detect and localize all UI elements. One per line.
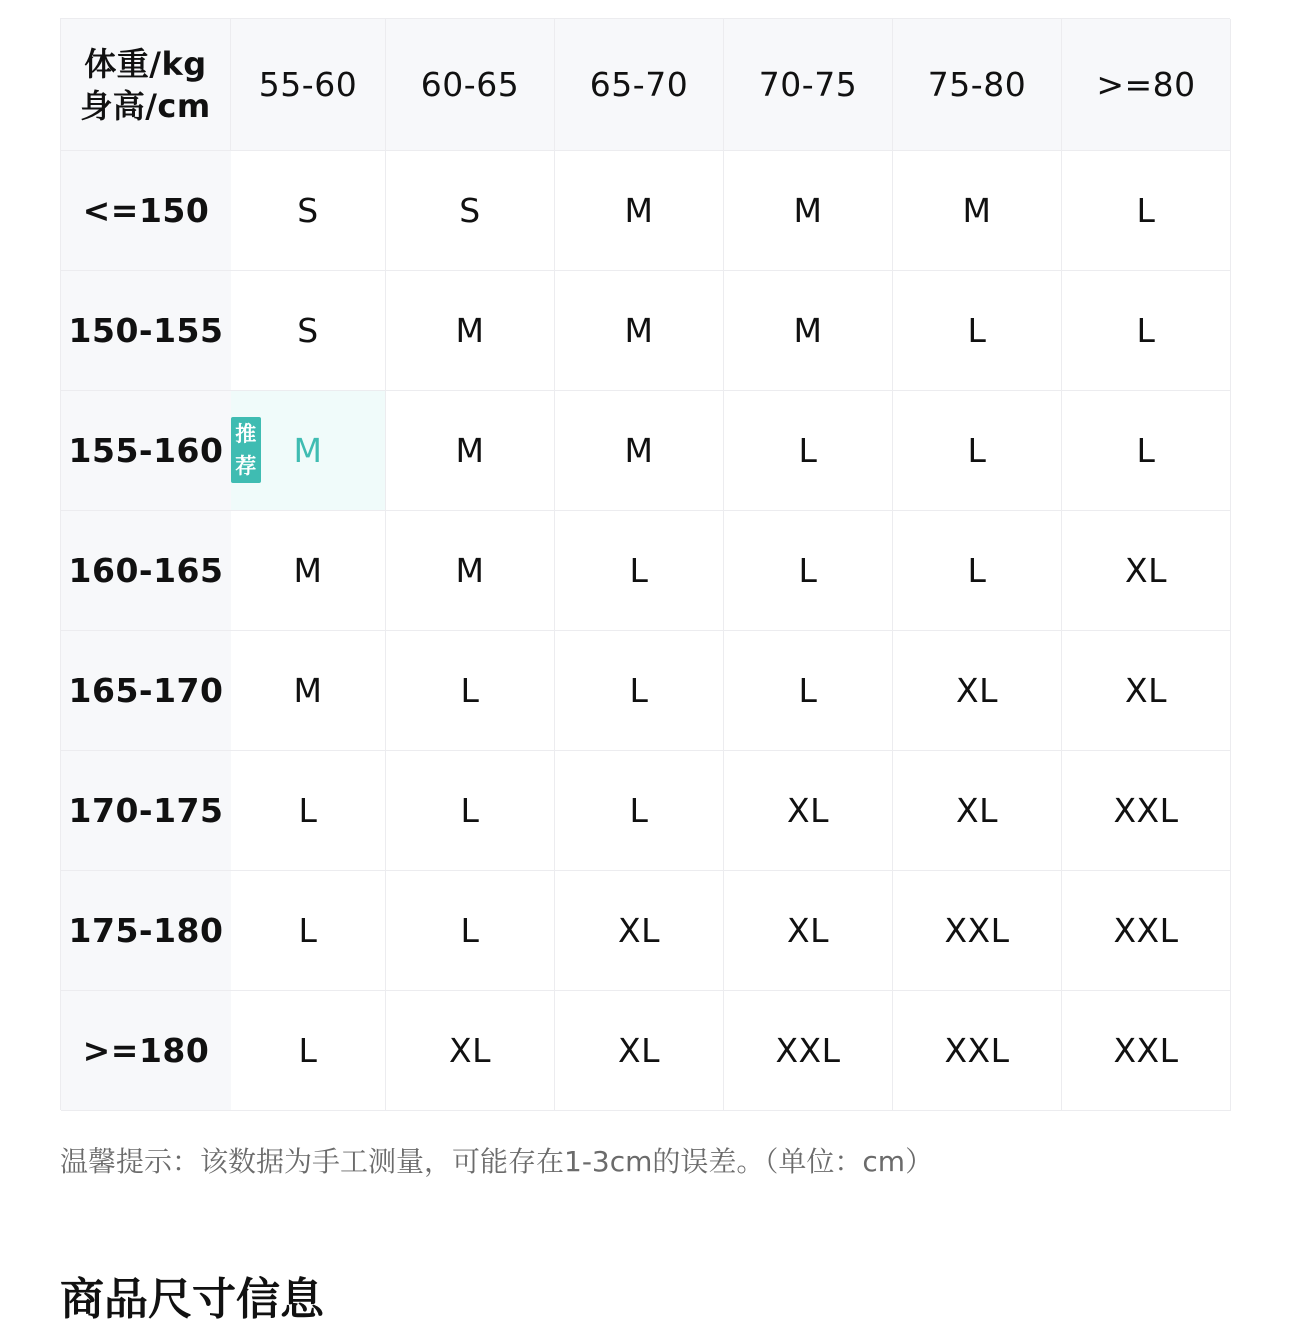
size-cell (893, 991, 1062, 1111)
height-row-header (61, 391, 231, 511)
size-value: M (624, 311, 654, 350)
size-cell (386, 391, 555, 511)
weight-column-header: 60-65 (386, 19, 555, 151)
height-row-header (61, 871, 231, 991)
size-value: M (293, 551, 323, 590)
size-value: XXL (944, 911, 1010, 950)
size-cell (555, 751, 724, 871)
size-value: M (455, 431, 485, 470)
size-value: M (793, 191, 823, 230)
size-cell (231, 751, 386, 871)
recommended-badge-text: 推 (235, 422, 257, 446)
height-row-header (61, 631, 231, 751)
size-value: M (624, 431, 654, 470)
size-cell (231, 631, 386, 751)
size-value: L (798, 551, 818, 590)
size-value: L (967, 311, 987, 350)
height-row-label: <=150 (82, 191, 210, 230)
size-cell (231, 271, 386, 391)
size-cell (893, 271, 1062, 391)
size-value: S (297, 311, 319, 350)
weight-column-header: 75-80 (893, 19, 1062, 151)
size-value: L (460, 911, 480, 950)
height-row-label: 170-175 (68, 791, 224, 830)
size-cell (893, 391, 1062, 511)
size-value: XL (956, 791, 998, 830)
size-value: L (460, 671, 480, 710)
size-value: L (629, 551, 649, 590)
size-cell (386, 991, 555, 1111)
size-cell (1062, 391, 1231, 511)
size-cell (1062, 991, 1231, 1111)
size-cell (386, 511, 555, 631)
height-row-label: 175-180 (68, 911, 224, 950)
height-row-header (61, 151, 231, 271)
size-value: L (1136, 311, 1156, 350)
recommended-size-cell (231, 391, 386, 511)
size-value: XXL (1113, 1031, 1179, 1070)
size-value: XL (787, 911, 829, 950)
next-section-heading (60, 1272, 324, 1325)
size-value: L (298, 791, 318, 830)
measurement-note: 温馨提示：该数据为手工测量，可能存在1-3cm的误差。（单位：cm） (60, 1145, 934, 1178)
size-value: L (798, 671, 818, 710)
weight-column-header: 55-60 (231, 19, 386, 151)
size-value: XL (956, 671, 998, 710)
size-cell (386, 151, 555, 271)
size-cell (231, 991, 386, 1111)
weight-axis-label: 体重/kg (84, 44, 207, 83)
size-value: L (460, 791, 480, 830)
size-cell (386, 271, 555, 391)
table-corner-header (61, 19, 231, 151)
size-value: XL (787, 791, 829, 830)
size-cell (1062, 511, 1231, 631)
size-value: L (629, 791, 649, 830)
size-cell (555, 271, 724, 391)
size-cell (893, 751, 1062, 871)
size-value: L (967, 431, 987, 470)
size-cell (555, 871, 724, 991)
size-cell (555, 991, 724, 1111)
size-value: L (1136, 191, 1156, 230)
size-recommendation-table (60, 18, 1230, 1110)
size-cell (555, 511, 724, 631)
size-cell (724, 151, 893, 271)
size-cell (555, 391, 724, 511)
size-value: XL (449, 1031, 491, 1070)
size-cell (555, 151, 724, 271)
size-value: XL (1125, 551, 1167, 590)
size-cell (1062, 151, 1231, 271)
weight-column-header: 65-70 (555, 19, 724, 151)
size-value: XL (1125, 671, 1167, 710)
size-cell (724, 511, 893, 631)
height-row-header (61, 751, 231, 871)
size-cell (386, 751, 555, 871)
size-cell (893, 871, 1062, 991)
size-value: XL (618, 911, 660, 950)
next-section-heading-text: 商品尺寸信息 (60, 1274, 324, 1325)
weight-column-header: >=80 (1062, 19, 1231, 151)
size-value: M (962, 191, 992, 230)
height-row-header (61, 511, 231, 631)
height-row-label: 160-165 (68, 551, 224, 590)
size-value: M (455, 311, 485, 350)
size-value: L (798, 431, 818, 470)
height-row-header (61, 271, 231, 391)
height-axis-label: 身高/cm (80, 86, 211, 125)
size-cell (893, 511, 1062, 631)
size-value: XL (618, 1031, 660, 1070)
size-value: M (793, 311, 823, 350)
size-value: L (1136, 431, 1156, 470)
size-cell (893, 151, 1062, 271)
size-cell (724, 991, 893, 1111)
size-cell (724, 391, 893, 511)
height-row-header (61, 991, 231, 1111)
size-cell (1062, 751, 1231, 871)
size-cell (1062, 631, 1231, 751)
size-cell (386, 871, 555, 991)
size-value: S (297, 191, 319, 230)
size-cell (724, 871, 893, 991)
size-value: M (293, 431, 323, 470)
size-value: XXL (944, 1031, 1010, 1070)
size-value: XXL (775, 1031, 841, 1070)
recommended-badge-text: 荐 (235, 454, 257, 478)
size-value: L (629, 671, 649, 710)
size-value: XXL (1113, 911, 1179, 950)
weight-column-header: 70-75 (724, 19, 893, 151)
size-value: M (293, 671, 323, 710)
size-cell (1062, 871, 1231, 991)
recommended-badge (231, 417, 261, 483)
height-row-label: 155-160 (68, 431, 224, 470)
size-value: M (624, 191, 654, 230)
size-cell (555, 631, 724, 751)
size-cell (1062, 271, 1231, 391)
size-value: L (967, 551, 987, 590)
size-cell (893, 631, 1062, 751)
height-row-label: 165-170 (68, 671, 224, 710)
size-cell (231, 871, 386, 991)
size-cell (231, 151, 386, 271)
size-cell (231, 511, 386, 631)
size-cell (386, 631, 555, 751)
size-cell (724, 751, 893, 871)
size-value: S (459, 191, 481, 230)
size-cell (724, 271, 893, 391)
height-row-label: >=180 (82, 1031, 210, 1070)
size-value: L (298, 1031, 318, 1070)
size-value: L (298, 911, 318, 950)
height-row-label: 150-155 (68, 311, 224, 350)
size-value: XXL (1113, 791, 1179, 830)
size-value: M (455, 551, 485, 590)
size-cell (724, 631, 893, 751)
